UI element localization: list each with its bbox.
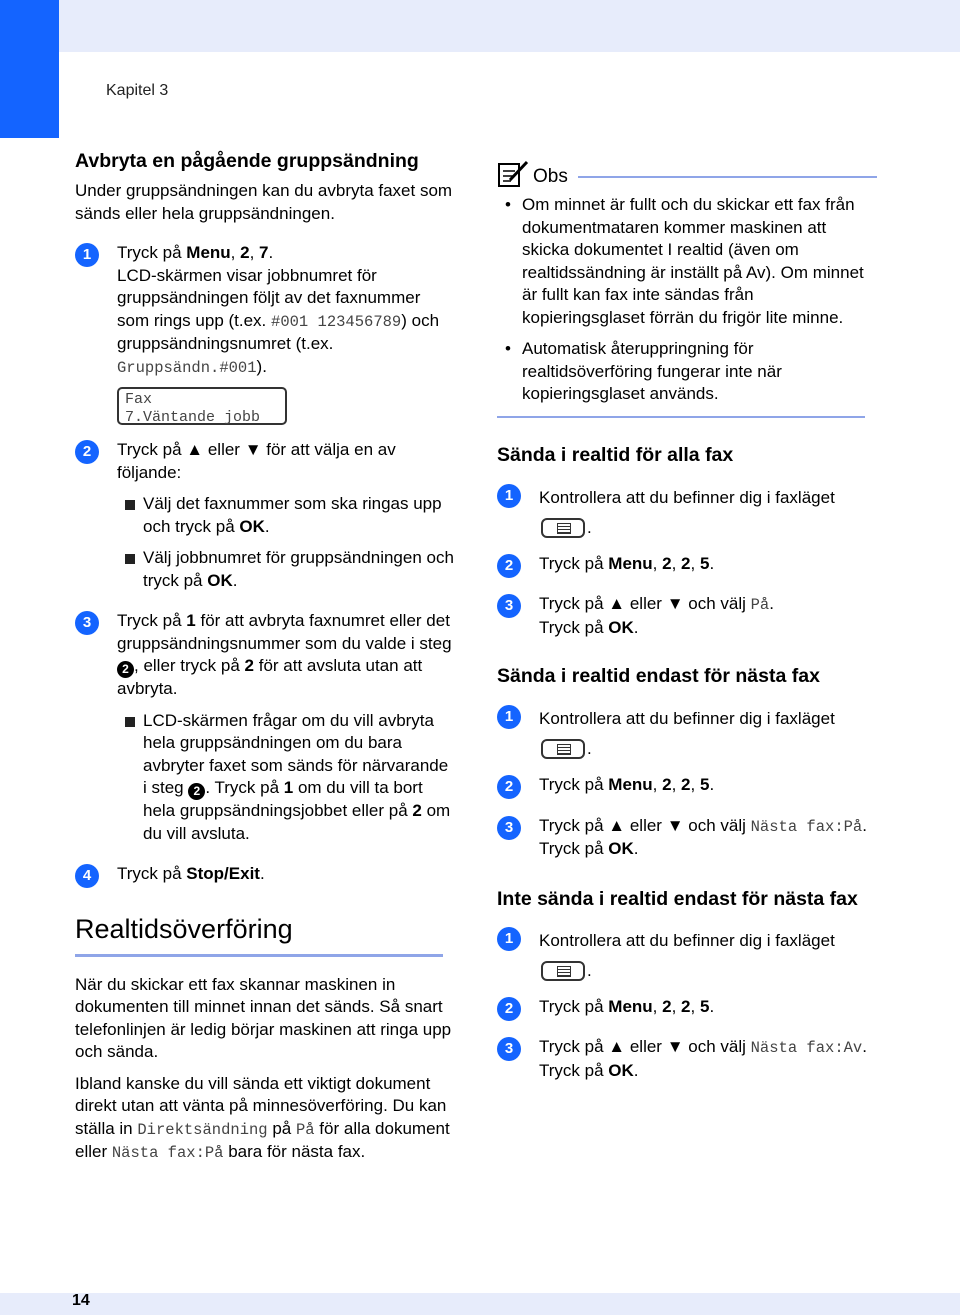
step-2	[497, 996, 877, 1019]
step-text: Tryck på ▲ eller ▼ och välj Nästa fax:Av.	[539, 1037, 867, 1057]
note-header	[497, 160, 877, 188]
down-arrow-icon: ▼	[244, 440, 262, 459]
intro-text: Under gruppsändningen kan du avbryta faxet som sänds eller hela gruppsändningen.	[75, 181, 453, 223]
step-text: Tryck på OK.	[539, 1060, 639, 1080]
step-text: Tryck på ▲ eller ▼ och välj På.	[539, 594, 774, 614]
note-bottom-rule	[497, 416, 865, 418]
option-item: Välj det faxnummer som ska ringas upp och tryck på OK.	[117, 493, 455, 538]
down-arrow-icon: ▼	[666, 594, 684, 613]
step-number: 2	[497, 554, 521, 578]
step-number: 3	[497, 1037, 521, 1061]
step-3	[497, 593, 877, 639]
step-1	[497, 483, 877, 543]
step-number: 4	[75, 864, 99, 888]
step-text: Tryck på OK.	[539, 617, 639, 637]
note-item: • Automatisk återuppringning för realtidsöverföring fungerar inte när kopieringsglaset används.	[497, 338, 877, 406]
step-2	[497, 553, 877, 576]
header-band	[0, 0, 960, 52]
step-3	[497, 1036, 877, 1082]
fax-mode-icon	[541, 518, 585, 538]
section-title: Avbryta en pågående gruppsändning	[75, 150, 419, 172]
step-number: 1	[497, 705, 521, 729]
note-rule	[578, 176, 877, 178]
right-column	[497, 160, 877, 1082]
note-title: Obs	[533, 166, 568, 187]
section-heading: Realtidsöverföring	[75, 913, 293, 944]
left-column	[75, 148, 455, 1165]
step-text: Tryck på Menu, 2, 7.	[117, 243, 274, 262]
step-4	[75, 863, 455, 886]
step-number: 3	[497, 816, 521, 840]
up-arrow-icon: ▲	[608, 815, 626, 835]
up-arrow-icon: ▲	[608, 594, 626, 613]
step-text: Tryck på ▲ eller ▼ för att välja en av följande:	[117, 440, 396, 482]
step-3	[497, 815, 877, 861]
step-number: 1	[497, 927, 521, 951]
step-text: Tryck på ▲ eller ▼ och välj Nästa fax:På.	[539, 815, 867, 836]
down-arrow-icon: ▼	[666, 815, 684, 835]
step-text: Tryck på Menu, 2, 2, 5.	[539, 775, 715, 794]
step-text: Kontrollera att du befinner dig i faxläget .	[539, 930, 835, 980]
step-1	[497, 704, 877, 764]
option-item: LCD-skärmen frågar om du vill avbryta hela gruppsändningen om du bara avbryter faxet som sänds för närvarande i steg 2 . Tryck på 1 om du vill ta bort hela gruppsändningsjobbet eller på 2 om du vill avsluta.	[117, 710, 455, 846]
step-number: 1	[497, 484, 521, 508]
up-arrow-icon: ▲	[186, 440, 204, 459]
step-text: Tryck på OK.	[539, 839, 639, 858]
step-number: 2	[497, 997, 521, 1021]
fax-mode-icon	[541, 739, 585, 759]
step-text: Kontrollera att du befinner dig i faxläget .	[539, 487, 835, 537]
chapter-tab	[0, 0, 59, 138]
up-arrow-icon: ▲	[608, 1037, 626, 1056]
step-number: 3	[75, 611, 99, 635]
step-ref-icon: 2	[117, 661, 134, 678]
step-text: Tryck på Stop/Exit.	[117, 864, 265, 883]
step-number: 2	[497, 775, 521, 799]
note-pencil-icon	[497, 160, 529, 188]
step-number: 3	[497, 594, 521, 618]
footer-band	[0, 1293, 960, 1315]
section-title: Sända i realtid endast för nästa fax	[497, 665, 820, 687]
step-text: Tryck på Menu, 2, 2, 5.	[539, 553, 715, 573]
section-title: Sända i realtid för alla fax	[497, 443, 734, 466]
step-2	[75, 439, 455, 592]
down-arrow-icon: ▼	[666, 1037, 684, 1056]
heading-rule	[75, 954, 443, 957]
fax-mode-icon	[541, 961, 585, 981]
step-text: Kontrollera att du befinner dig i faxläget .	[539, 709, 835, 758]
paragraph: Ibland kanske du vill sända ett viktigt dokument direkt utan att vänta på minnesöverföring. Du kan ställa in Direktsändning på På för alla dokument eller Nästa fax:På bara för nästa fax.	[75, 1073, 450, 1162]
paragraph: När du skickar ett fax skannar maskinen in dokumenten till minnet innan det sänds. Så snart telefonlinjen är ledig börjar maskinen att ringa upp och sända.	[75, 974, 452, 1061]
step-2	[497, 774, 877, 797]
chapter-label: Kapitel 3	[106, 82, 169, 99]
option-item: Välj jobbnumret för gruppsändningen och tryck på OK.	[117, 547, 455, 592]
step-1	[497, 926, 877, 986]
note-item: • Om minnet är fullt och du skickar ett fax från dokumentmataren kommer maskinen att skicka dokumentet I realtid (även om realtidssändning är inställt på Av). Om minnet är fullt kan fax inte sändas från kopieringsglaset förrän du frigör lite minne.	[497, 194, 877, 329]
step-3	[75, 610, 455, 845]
step-ref-icon: 2	[188, 783, 205, 800]
step-text: LCD-skärmen visar jobbnumret för gruppsändningen följt av det faxnummer som rings upp (t.ex. #001 123456789) och gruppsändningsnumret (t.ex. Gruppsändn.#001).	[117, 265, 440, 377]
section-title: Inte sända i realtid endast för nästa fax	[497, 887, 858, 910]
step-text: Tryck på Menu, 2, 2, 5.	[539, 996, 715, 1016]
step-number: 2	[75, 440, 99, 464]
step-text: Tryck på 1 för att avbryta faxnumret eller det gruppsändningsnummer som du valde i steg 2 , eller tryck på 2 för att avsluta utan att avbryta.	[117, 611, 452, 698]
step-number: 1	[75, 243, 99, 267]
page-number: 14	[72, 1292, 90, 1309]
step-1	[75, 242, 455, 425]
lcd-display: Fax 7.Väntande jobb	[117, 387, 287, 425]
